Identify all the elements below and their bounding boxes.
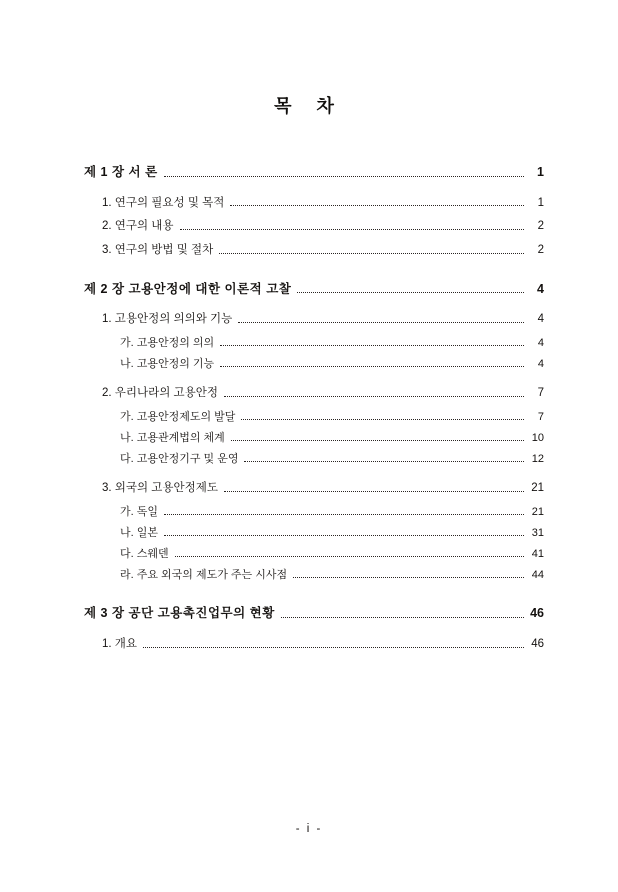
toc-leader-dots <box>231 439 524 441</box>
toc-entry-label: 2. 우리나라의 고용안정 <box>102 387 218 400</box>
toc-entry[interactable] <box>84 166 544 180</box>
toc-entry-label: 가. 고용안정의 의의 <box>120 337 215 350</box>
toc-leader-dots <box>224 490 524 492</box>
toc-entry[interactable] <box>84 283 544 297</box>
toc-leader-dots <box>220 344 524 346</box>
toc-leader-dots <box>224 395 524 397</box>
toc-entry-label: 다. 고용안정기구 및 운영 <box>120 453 239 466</box>
toc-leader-dots <box>241 418 524 420</box>
toc-entry[interactable] <box>84 387 544 400</box>
toc-entry-label: 제 3 장 공단 고용촉진업무의 현황 <box>84 606 275 621</box>
toc-entry-page-number: 1 <box>537 196 544 209</box>
toc-entry-label: 3. 연구의 방법 및 절차 <box>102 244 214 257</box>
toc-entry-label: 제 1 장 서 론 <box>84 165 158 179</box>
toc-entry-page-number: 10 <box>531 431 544 444</box>
toc-leader-dots <box>164 534 524 536</box>
toc-entry[interactable] <box>84 220 544 233</box>
toc-leader-dots <box>244 460 524 462</box>
toc-entry[interactable] <box>84 506 544 518</box>
toc-entry[interactable] <box>84 638 544 651</box>
toc-entry-label: 1. 연구의 필요성 및 목적 <box>102 196 225 209</box>
toc-entry-label: 나. 일본 <box>120 526 158 539</box>
page-number-footer: - i - <box>295 823 323 835</box>
table-of-contents <box>0 166 618 651</box>
toc-entry-page-number: 1 <box>537 165 544 179</box>
toc-entry-page-number: 2 <box>537 220 544 233</box>
toc-entry-label: 나. 고용안정의 기능 <box>120 358 215 371</box>
toc-entry[interactable] <box>84 337 544 349</box>
toc-entry-page-number: 4 <box>537 313 544 326</box>
toc-leader-dots <box>180 228 524 230</box>
toc-entry-page-number: 46 <box>531 637 544 650</box>
toc-entry[interactable] <box>84 569 544 581</box>
toc-entry-page-number: 12 <box>531 453 544 466</box>
toc-entry-page-number: 4 <box>537 358 544 371</box>
toc-entry[interactable] <box>84 453 544 465</box>
toc-entry[interactable] <box>84 482 544 495</box>
toc-entry-page-number: 2 <box>537 244 544 257</box>
document-page <box>0 92 618 892</box>
toc-entry[interactable] <box>84 607 544 621</box>
toc-entry[interactable] <box>84 197 544 210</box>
toc-entry[interactable] <box>84 244 544 257</box>
toc-entry-label: 다. 스웨덴 <box>120 548 169 560</box>
toc-leader-dots <box>293 576 524 578</box>
toc-entry-page-number: 4 <box>537 281 544 296</box>
toc-entry[interactable] <box>84 411 544 423</box>
toc-entry-label: 나. 고용관계법의 체계 <box>120 431 225 444</box>
toc-entry-page-number: 41 <box>531 548 544 560</box>
toc-leader-dots <box>230 204 524 206</box>
toc-entry[interactable] <box>84 527 544 539</box>
toc-leader-dots <box>143 646 524 648</box>
toc-entry-page-number: 4 <box>537 337 544 350</box>
toc-entry-page-number: 31 <box>531 526 544 539</box>
toc-leader-dots <box>220 365 524 367</box>
toc-entry[interactable] <box>84 358 544 370</box>
toc-entry[interactable] <box>84 313 544 326</box>
toc-leader-dots <box>297 291 524 293</box>
toc-entry-label: 가. 독일 <box>120 505 158 518</box>
toc-entry[interactable] <box>84 432 544 444</box>
toc-leader-dots <box>164 513 524 515</box>
toc-leader-dots <box>281 616 524 618</box>
toc-leader-dots <box>164 175 524 177</box>
toc-entry-page-number: 7 <box>537 410 544 423</box>
toc-entry-label: 제 2 장 고용안정에 대한 이론적 고찰 <box>84 281 292 296</box>
page-title: 목 차 <box>274 96 344 116</box>
toc-entry-label: 1. 개요 <box>102 637 138 650</box>
toc-entry-page-number: 21 <box>531 505 544 518</box>
toc-leader-dots <box>238 321 524 323</box>
toc-entry[interactable] <box>84 548 544 560</box>
toc-entry-page-number: 21 <box>531 482 544 495</box>
toc-entry-page-number: 44 <box>531 569 544 582</box>
toc-entry-page-number: 7 <box>537 387 544 400</box>
toc-entry-label: 3. 외국의 고용안정제도 <box>102 482 218 495</box>
toc-entry-label: 2. 연구의 내용 <box>102 220 174 233</box>
toc-entry-label: 가. 고용안정제도의 발달 <box>120 410 236 423</box>
toc-entry-page-number: 46 <box>530 606 544 621</box>
toc-leader-dots <box>219 252 524 254</box>
toc-leader-dots <box>175 555 524 557</box>
toc-entry-label: 1. 고용안정의 의의와 기능 <box>102 313 233 326</box>
toc-entry-label: 라. 주요 외국의 제도가 주는 시사점 <box>120 569 288 582</box>
